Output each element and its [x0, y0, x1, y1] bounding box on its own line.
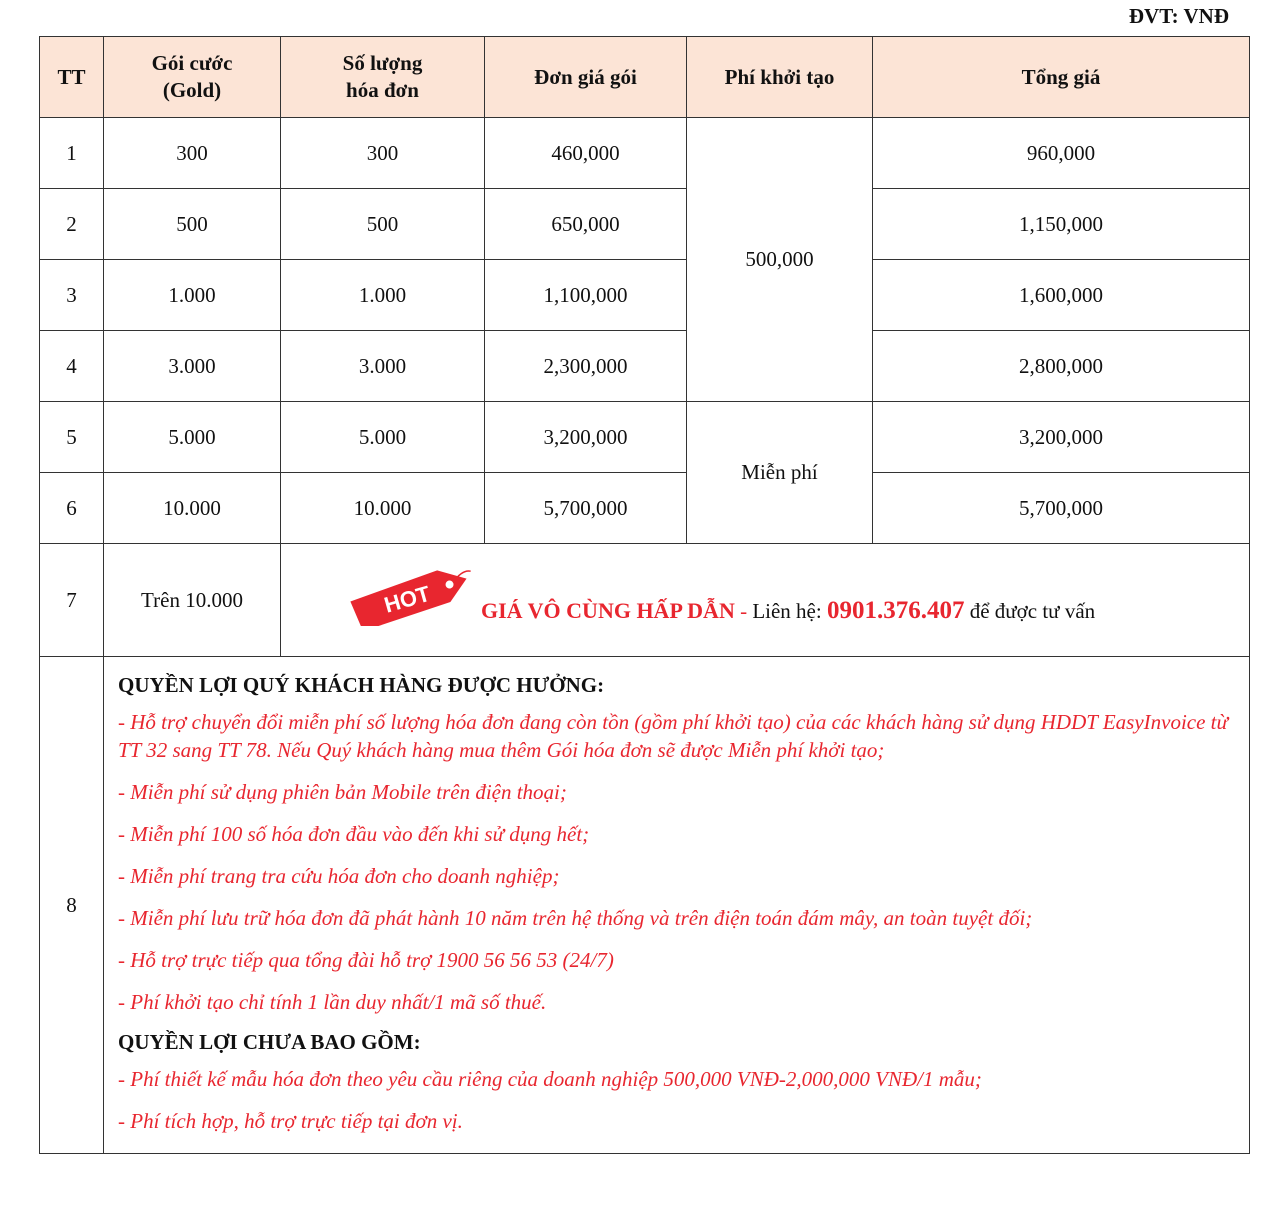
- cell-unit-price: 5,700,000: [485, 473, 687, 544]
- cell-unit-price: 1,100,000: [485, 260, 687, 331]
- cell-package: Trên 10.000: [104, 544, 281, 657]
- table-row: [40, 260, 1250, 331]
- cell-tt: 4: [40, 331, 104, 402]
- cell-total: 1,600,000: [873, 260, 1250, 331]
- cell-tt: 6: [40, 473, 104, 544]
- excluded-title: QUYỀN LỢI CHƯA BAO GỒM:: [118, 1030, 421, 1054]
- excluded-item: - Phí tích hợp, hỗ trợ trực tiếp tại đơn vị.: [118, 1109, 463, 1133]
- cell-setup-fee-group1: 500,000: [687, 118, 873, 402]
- cell-tt: 7: [40, 544, 104, 657]
- benefit-item: - Hỗ trợ trực tiếp qua tổng đài hỗ trợ 1900 56 56 53 (24/7): [118, 948, 614, 972]
- cell-tt: 8: [40, 657, 104, 1154]
- benefit-item: - Miễn phí trang tra cứu hóa đơn cho doanh nghiệp;: [118, 864, 560, 888]
- unit-label: ĐVT: VNĐ: [1128, 4, 1229, 28]
- benefit-item: - Miễn phí sử dụng phiên bản Mobile trên điện thoại;: [118, 780, 567, 804]
- benefits-cell: [104, 657, 1250, 1154]
- benefit-item: - Phí khởi tạo chỉ tính 1 lần duy nhất/1 mã số thuế.: [118, 990, 547, 1014]
- cell-quantity: 5.000: [281, 402, 485, 473]
- table-row: [40, 189, 1250, 260]
- header-total: Tổng giá: [873, 37, 1250, 118]
- cell-package: 500: [104, 189, 281, 260]
- cell-total: 5,700,000: [873, 473, 1250, 544]
- contact-phone[interactable]: 0901.376.407: [826, 597, 965, 624]
- excluded-item: - Phí thiết kế mẫu hóa đơn theo yêu cầu riêng của doanh nghiệp 500,000 VNĐ-2,000,000 VNĐ/1 mẫu;: [118, 1067, 982, 1091]
- cell-quantity: 3.000: [281, 331, 485, 402]
- cell-total: 2,800,000: [873, 331, 1250, 402]
- cell-unit-price: 3,200,000: [485, 402, 687, 473]
- cell-unit-price: 460,000: [485, 118, 687, 189]
- cell-tt: 5: [40, 402, 104, 473]
- contact-label: Liên hệ:: [752, 599, 827, 623]
- cell-total: 3,200,000: [873, 402, 1250, 473]
- benefits-title: QUYỀN LỢI QUÝ KHÁCH HÀNG ĐƯỢC HƯỞNG:: [118, 673, 605, 697]
- cell-package: 5.000: [104, 402, 281, 473]
- table-row-benefits: [40, 657, 1250, 1154]
- cell-package: 3.000: [104, 331, 281, 402]
- cell-total: 960,000: [873, 118, 1250, 189]
- table-row-custom: [40, 544, 1250, 657]
- table-row: [40, 118, 1250, 189]
- header-package: Gói cước (Gold): [104, 37, 281, 118]
- table-row: [40, 473, 1250, 544]
- hot-offer-cell: [281, 544, 1250, 657]
- cell-package: 10.000: [104, 473, 281, 544]
- header-quantity: Số lượng hóa đơn: [281, 37, 485, 118]
- benefit-item: - Hỗ trợ chuyển đổi miễn phí số lượng hóa đơn đang còn tồn (gồm phí khởi tạo) của các khách hàng sử dụng HDDT EasyInvoice từ TT 32 sang TT 78. Nếu Quý khách hàng mua thêm Gói hóa đơn sẽ được Miễn phí khởi tạo;: [118, 710, 1228, 762]
- header-setup-fee: Phí khởi tạo: [687, 37, 873, 118]
- cell-package: 1.000: [104, 260, 281, 331]
- hot-badge-text: HOT: [381, 580, 433, 618]
- pricing-table: [39, 36, 1250, 1154]
- cell-tt: 1: [40, 118, 104, 189]
- cell-quantity: 300: [281, 118, 485, 189]
- hot-offer-label: GIÁ VÔ CÙNG HẤP DẪN: [481, 598, 735, 623]
- benefit-item: - Miễn phí lưu trữ hóa đơn đã phát hành 10 năm trên hệ thống và trên điện toán đám mây, an toàn tuyệt đối;: [118, 906, 1033, 930]
- cell-quantity: 1.000: [281, 260, 485, 331]
- cell-quantity: 10.000: [281, 473, 485, 544]
- contact-suffix: để được tư vấn: [964, 599, 1096, 623]
- cell-package: 300: [104, 118, 281, 189]
- cell-tt: 3: [40, 260, 104, 331]
- header-row: [40, 37, 1250, 118]
- cell-setup-fee-group2: Miễn phí: [687, 402, 873, 544]
- cell-quantity: 500: [281, 189, 485, 260]
- table-row: [40, 402, 1250, 473]
- hot-offer-dash: -: [734, 599, 753, 623]
- cell-unit-price: 2,300,000: [485, 331, 687, 402]
- cell-total: 1,150,000: [873, 189, 1250, 260]
- benefit-item: - Miễn phí 100 số hóa đơn đầu vào đến khi sử dụng hết;: [118, 822, 590, 846]
- hot-tag-icon: [343, 564, 483, 626]
- table-row: [40, 331, 1250, 402]
- header-unit-price: Đơn giá gói: [485, 37, 687, 118]
- cell-tt: 2: [40, 189, 104, 260]
- cell-unit-price: 650,000: [485, 189, 687, 260]
- header-tt: TT: [40, 37, 104, 118]
- hot-offer-line: [481, 597, 1095, 625]
